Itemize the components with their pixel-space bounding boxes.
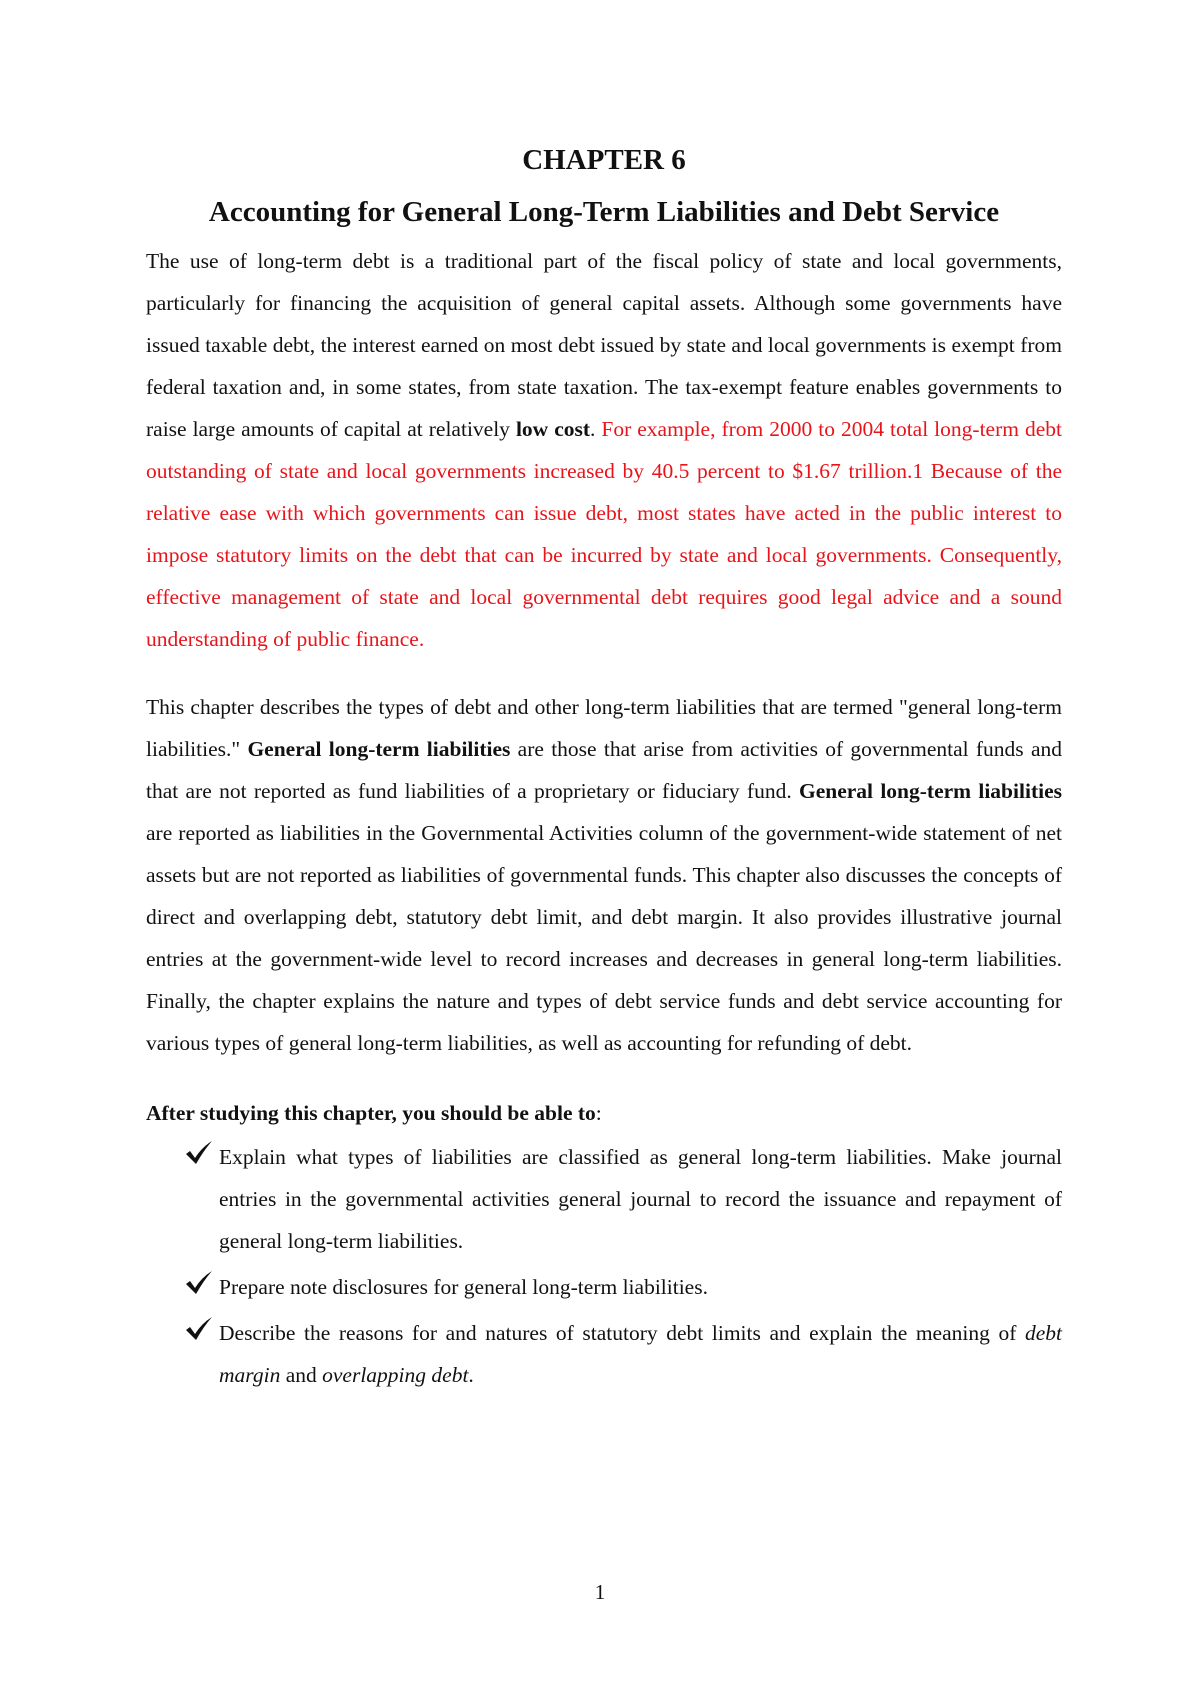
checkmark-icon (184, 1270, 214, 1296)
overview-text-2: are those that arise from activities of governmental funds and that are not reported as fund liabilities of a proprietary or fiduciary fund. (146, 737, 1062, 803)
chapter-title: Accounting for General Long-Term Liabilities and Debt Service (208, 196, 1000, 228)
objective-text: and (280, 1363, 323, 1387)
objectives-heading-text: After studying this chapter, you should be able to (146, 1101, 596, 1125)
objectives-list (146, 1136, 1062, 1396)
overview-text-3: are reported as liabilities in the Governmental Activities column of the government-wide statement of net assets but are not reported as liabilities of governmental funds. This chapter also discusses the concepts of direct and overlapping debt, statutory debt limit, and debt margin. It also provides illustrative journal entries at the government-wide level to record increases and decreases in general long-term liabilities. Finally, the chapter explains the nature and types of debt service funds and debt service accounting for various types of general long-term liabilities, as well as accounting for refunding of debt. (146, 821, 1062, 1055)
checkmark-icon (184, 1140, 214, 1166)
intro-text-1: The use of long-term debt is a traditional part of the fiscal policy of state and local governments, particularly for financing the acquisition of general capital assets. Although some governments have issued taxable debt, the interest earned on most debt issued by state and local governments is exempt from federal taxation and, in some states, from state taxation. The tax-exempt feature enables governments to raise large amounts of capital at relatively (146, 249, 1062, 441)
objectives-heading-colon: : (595, 1101, 602, 1125)
objective-text: Describe the reasons for and natures of statutory debt limits and explain the meaning of (219, 1321, 1025, 1345)
objective-item (146, 1136, 1062, 1262)
overview-bold-term-2: General long-term liabilities (799, 779, 1062, 803)
objective-italic-term: overlapping debt (322, 1363, 469, 1387)
overview-bold-term-1: General long-term liabilities (247, 737, 511, 761)
intro-paragraph (146, 240, 1062, 660)
objectives-heading (146, 1092, 1062, 1134)
page-body (146, 140, 1062, 1400)
objective-text: . (468, 1363, 474, 1387)
chapter-heading: CHAPTER 6 (522, 144, 686, 176)
objective-text: Prepare note disclosures for general long-term liabilities. (219, 1275, 708, 1299)
page-number: 1 (594, 1580, 606, 1604)
overview-paragraph (146, 686, 1062, 1064)
objective-italic-term: debt margin (219, 1321, 1062, 1387)
intro-highlighted-text: For example, from 2000 to 2004 total long-term debt outstanding of state and local governments increased by 40.5 percent to $1.67 trillion.1 Because of the relative ease with which governments can issue debt, most states have acted in the public interest to impose statutory limits on the debt that can be incurred by state and local governments. Consequently, effective management of state and local governmental debt requires good legal advice and a sound understanding of public finance. (146, 417, 1062, 651)
objective-item (146, 1312, 1062, 1396)
objective-text: Explain what types of liabilities are classified as general long-term liabilities. Make journal entries in the governmental activities general journal to record the issuance and repayment of general long-term liabilities. (219, 1145, 1062, 1253)
intro-bold-low-cost: low cost (515, 417, 591, 441)
overview-text-1: This chapter describes the types of debt and other long-term liabilities that are termed "general long-term liabilities." (146, 695, 1062, 761)
intro-text-2: . (590, 417, 602, 441)
objective-item (146, 1266, 1062, 1308)
checkmark-icon (184, 1316, 214, 1342)
